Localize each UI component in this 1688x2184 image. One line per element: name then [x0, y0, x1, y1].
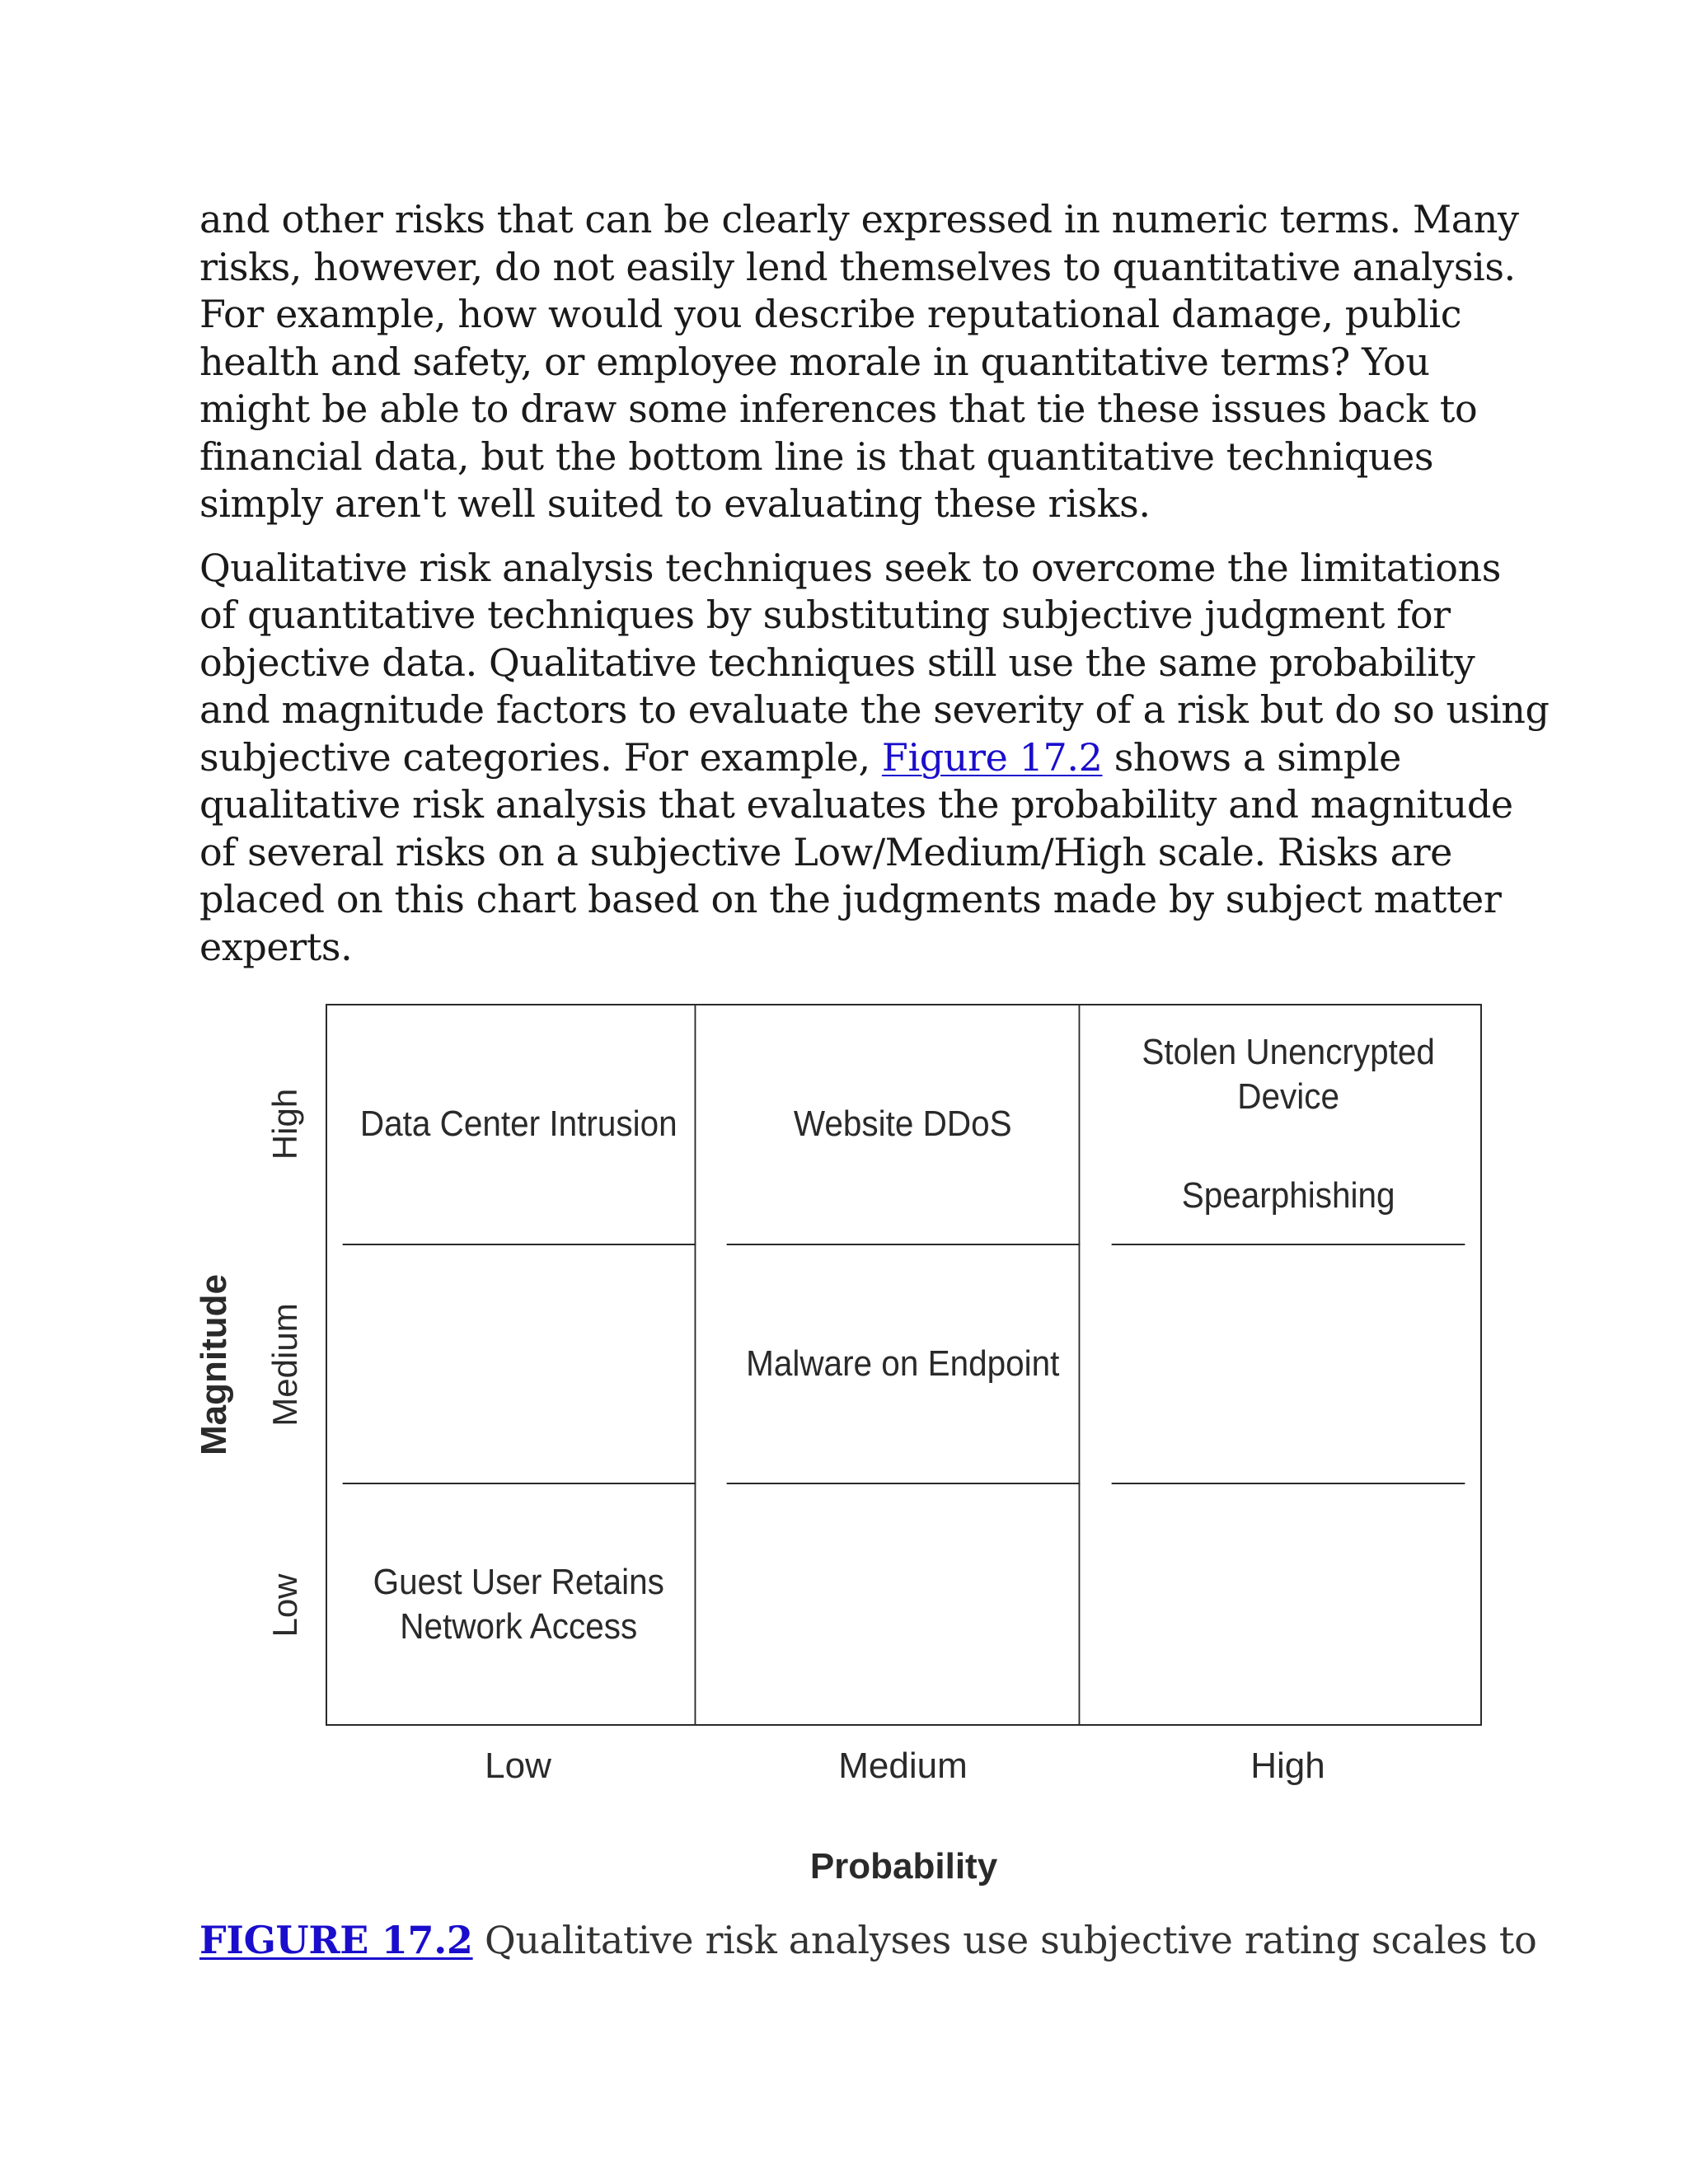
- text-line: of quantitative techniques by substituting subjective judgment for: [199, 593, 1451, 637]
- text-line: placed on this chart based on the judgments made by subject matter: [199, 877, 1502, 921]
- y-level-label-medium: Medium: [265, 1303, 304, 1427]
- risk-item: Guest User Retains: [373, 1561, 664, 1602]
- text-line: and other risks that can be clearly expressed in numeric terms. Many: [199, 197, 1519, 241]
- risk-matrix-grid: [326, 1004, 1482, 1726]
- cell-high-magnitude-medium-probability: [727, 1005, 1081, 1245]
- cell-low-magnitude-high-probability: [1111, 1484, 1465, 1724]
- text-line: experts.: [199, 924, 353, 969]
- body-text: [199, 196, 1550, 987]
- risk-item: Network Access: [400, 1605, 638, 1647]
- text-line: and magnitude factors to evaluate the severity of a risk but do so using: [199, 687, 1550, 732]
- text-line: qualitative risk analysis that evaluates the probability and magnitude: [199, 782, 1513, 827]
- text-line: For example, how would you describe reputational damage, public: [199, 292, 1462, 336]
- x-axis-title: Probability: [809, 1846, 998, 1886]
- risk-item: Stolen Unencrypted: [1142, 1032, 1435, 1073]
- cell-medium-magnitude-high-probability: [1111, 1245, 1465, 1485]
- cell-medium-magnitude-medium-probability: [727, 1245, 1081, 1485]
- figure-caption-link[interactable]: FIGURE 17.2: [199, 1918, 473, 1962]
- text-line: health and safety, or employee morale in quantitative terms? You: [199, 339, 1430, 384]
- text-segment: shows a simple: [1102, 734, 1402, 780]
- cell-low-magnitude-low-probability: [343, 1484, 696, 1724]
- figure-reference-link[interactable]: Figure 17.2: [881, 734, 1103, 780]
- x-level-label-medium: Medium: [838, 1746, 968, 1786]
- risk-item: Website DDoS: [794, 1104, 1012, 1145]
- x-level-label-high: High: [1250, 1746, 1325, 1786]
- caption-text: Qualitative risk analyses use subjective rating scales to: [472, 1918, 1537, 1962]
- cell-medium-magnitude-low-probability: [343, 1245, 696, 1485]
- paragraph-2: [199, 545, 1550, 972]
- cell-high-magnitude-high-probability: [1111, 1005, 1465, 1245]
- text-line: financial data, but the bottom line is that quantitative techniques: [199, 434, 1434, 479]
- text-segment: subjective categories. For example,: [199, 734, 882, 780]
- text-line: of several risks on a subjective Low/Medium/High scale. Risks are: [199, 829, 1453, 874]
- text-line: might be able to draw some inferences that tie these issues back to: [199, 387, 1478, 431]
- risk-item: Data Center Intrusion: [359, 1104, 678, 1145]
- risk-item: Device: [1236, 1076, 1339, 1118]
- y-level-label-high: High: [265, 1088, 304, 1160]
- risk-item: Spearphishing: [1181, 1175, 1395, 1216]
- x-level-label-low: Low: [485, 1746, 551, 1786]
- text-line: [199, 734, 1502, 782]
- cell-low-magnitude-medium-probability: [727, 1484, 1081, 1724]
- text-line: objective data. Qualitative techniques still use the same probability: [199, 640, 1475, 685]
- text-line: Qualitative risk analysis techniques seek to overcome the limitations: [199, 545, 1501, 590]
- risk-matrix-figure: [0, 1004, 1688, 1910]
- figure-caption: [199, 1917, 1535, 1964]
- paragraph-1: [199, 196, 1519, 528]
- cell-high-magnitude-low-probability: [343, 1005, 696, 1245]
- risk-item: Malware on Endpoint: [746, 1343, 1060, 1384]
- y-level-label-low: Low: [265, 1573, 304, 1638]
- y-axis-title: Magnitude: [194, 1274, 234, 1455]
- text-line: simply aren't well suited to evaluating these risks.: [199, 481, 1151, 526]
- text-line: risks, however, do not easily lend themselves to quantitative analysis.: [199, 244, 1516, 289]
